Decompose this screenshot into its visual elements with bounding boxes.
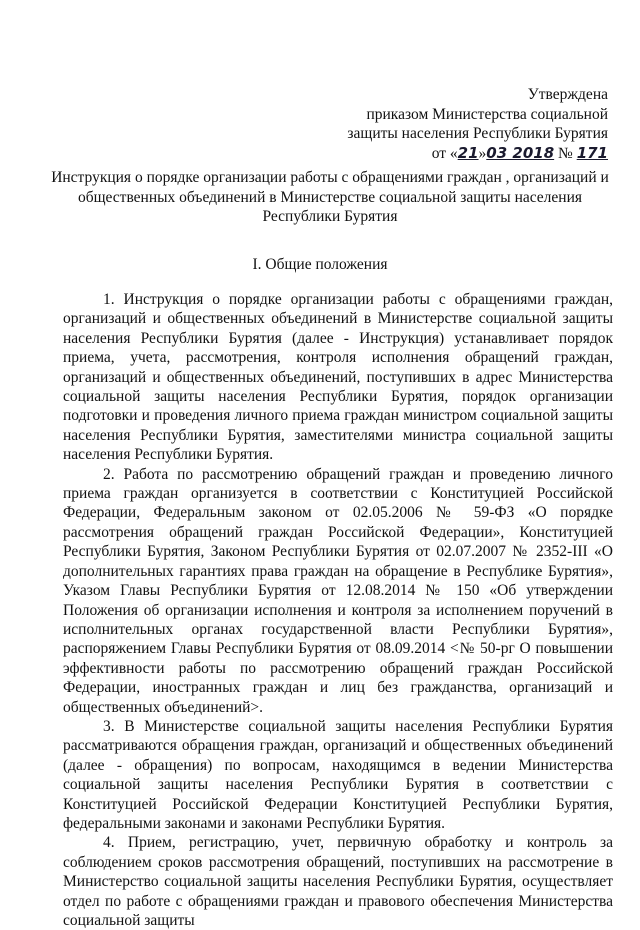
handwritten-day: 21: [457, 143, 479, 162]
date-prefix: от «: [431, 144, 458, 162]
title-line-1: Инструкция о порядке организации работы с обращениями граждан , организаций и: [51, 169, 609, 186]
title-line-2: общественных объединений в Министерстве социальной защиты населения: [77, 188, 583, 206]
approval-block: [308, 85, 608, 163]
approval-label: Утверждена: [527, 86, 608, 103]
approval-ministry-line: защиты населения Республики Бурятия: [347, 125, 608, 142]
title-line-3: Республики Бурятия: [262, 208, 398, 225]
paragraph-1: 1. Инструкция о порядке организации работы с обращениями граждан, организаций и общественных объединений в Министерстве социальной защиты населения Республики Бурятия (далее - Инструкция) устанавливает порядок приема, учета, рассмотрения, контроля исполнения обращений граждан, организаций и общественных объединений, поступивших в адрес Министерства социальной защиты населения Республики Бурятия, порядок организации подготовки и проведения личного приема граждан министром социальной защиты населения Республики Бурятия, заместителями министра социальной защиты населения Республики Бурятия.: [63, 291, 613, 464]
paragraph-4: 4. Прием, регистрацию, учет, первичную обработку и контроль за соблюдением сроков рассмотрения обращений, поступивших на рассмотрение в Министерство социальной защиты населения Республики Бурятия, осуществляет отдел по работе с обращениями граждан и правового обеспечения Министерства социальной защиты: [63, 834, 613, 929]
handwritten-month-year: 03 2018: [486, 143, 555, 162]
section-heading: I. Общие положения: [252, 256, 388, 273]
document-body: [63, 290, 613, 930]
handwritten-order-number: 171: [576, 143, 608, 162]
approval-order-line: приказом Министерства социальной: [366, 105, 608, 123]
number-prefix: №: [554, 144, 577, 162]
paragraph-3: 3. В Министерстве социальной защиты населения Республики Бурятия рассматриваются обращения граждан, организаций и общественных объединений (далее - обращения) по вопросам, находящимся в ведении Министерства социальной защиты населения Республики Бурятия в соответствии с Конституцией Российской Федерации Конституцией Республики Бурятия, федеральными законами и законами Республики Бурятия.: [63, 717, 613, 832]
approval-date-line: [308, 144, 608, 164]
date-separator: »: [478, 144, 487, 162]
paragraph-2: 2. Работа по рассмотрению обращений граждан и проведению личного приема граждан организуется в соответствии с Конституцией Российской Федерации, Федеральным законом от 02.05.2006 № 59-ФЗ «О порядке рассмотрения обращений граждан Российской Федерации», Конституцией Республики Бурятия, Законом Республики Бурятия от 02.07.2007 № 2352-III «О дополнительных гарантиях права граждан на обращение в Республике Бурятия», Указом Главы Республики Бурятия от 12.08.2014 № 150 «Об утверждении Положения об организации исполнения и контроля за исполнением поручений в исполнительных органах государственной власти Республики Бурятия», распоряжением Главы Республики Бурятия от 08.09.2014 <№ 50-рг О повышении эффективности работы по рассмотрению обращений граждан Российской Федерации, иностранных граждан и лиц без гражданства, организаций и общественных объединений>.: [63, 465, 613, 716]
document-title: [50, 168, 610, 227]
